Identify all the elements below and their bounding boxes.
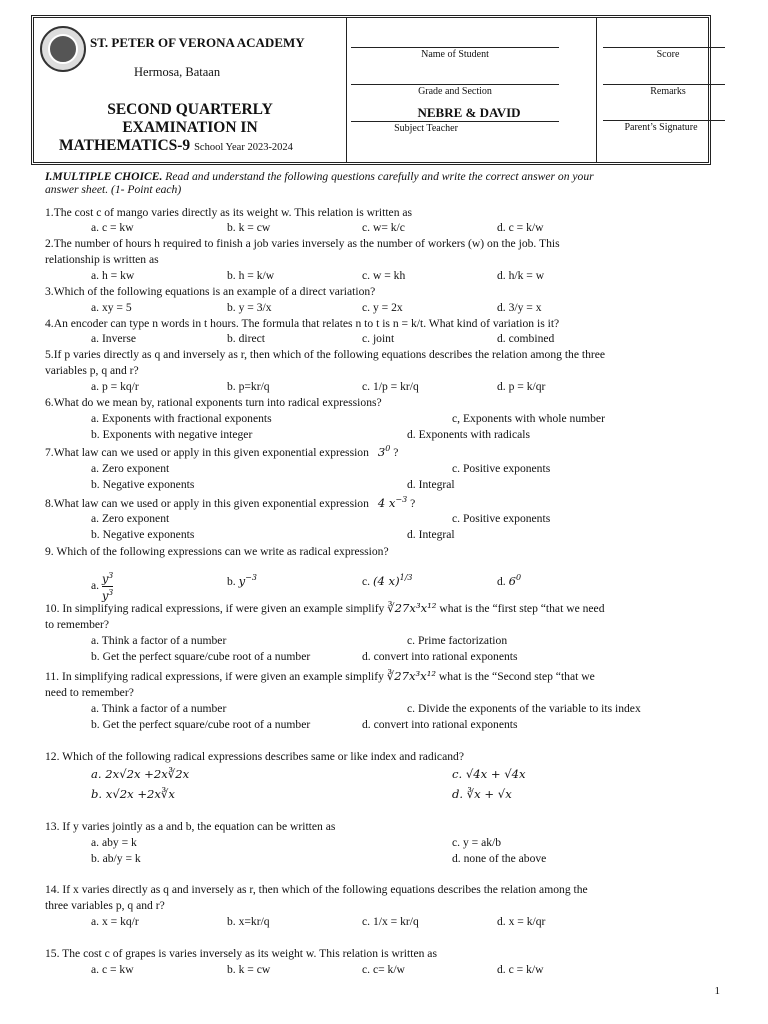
question-5: 5.If p varies directly as q and inversely as r, then which of the following equations describes the relation among the three [45,348,606,361]
choice-d: d. Exponents with radicals [407,428,530,441]
choice-a: a. Exponents with fractional exponents [91,412,272,425]
question-2: 2.The number of hours h required to finish a job varies inversely as the number of workers (w) on the job. This [45,237,560,250]
grade-label: Grade and Section [418,86,492,97]
choice-c: c. Prime factorization [407,634,508,647]
choice-b: b. ab/y = k [91,852,141,865]
choice-d: d. h/k = w [497,269,545,282]
choice-a: a. p = kq/r [91,380,139,393]
radical-expression: ∛27x³x¹² [387,601,437,615]
choice-d: d. p = k/qr [497,380,546,393]
exam-subject: MATHEMATICS-9 School Year 2023-2024 [59,137,293,154]
choice-d: d. x = k/qr [497,915,546,928]
question-11: 11. In simplifying radical expressions, if were given an example simplify ∛27x³x¹² what is the “Second step “that we [45,669,595,683]
choice-c: c. w = kh [362,269,406,282]
choice-a: a. xy = 5 [91,301,132,314]
choice-b: b. k = cw [227,221,271,234]
choice-a: a. Zero exponent [91,512,170,525]
expression: $3^0$ [377,444,391,459]
choice-b: b. Negative exponents [91,478,195,491]
teacher-name: NEBRE & DAVID [417,105,521,120]
question-1: 1.The cost c of mango varies directly as its weight w. This relation is written as [45,206,413,219]
choice-b: b. Get the perfect square/cube root of a number [91,650,311,663]
choice-a: a. h = kw [91,269,135,282]
score-label: Score [656,49,680,60]
choice-c: c. 1/x = kr/q [362,915,419,928]
choice-b: b. y = 3/x [227,301,272,314]
choice-b: b. p=kr/q [227,380,270,393]
radical-expression: ∛27x³x¹² [386,669,437,683]
choice-a: a. Zero exponent [91,462,170,475]
choice-a: a. Think a factor of a number [91,634,227,647]
question-14: 14. If x varies directly as q and inversely as r, then which of the following equations describes the relation among the [45,883,588,896]
choice-c: c. joint [362,332,395,345]
choice-a: a. 2x√2x +2x∛2x [91,767,190,781]
question-11-cont: need to remember? [45,686,134,699]
choice-c: c, Exponents with whole number [452,412,605,425]
instructions-title: I.MULTIPLE CHOICE. [45,170,163,183]
choice-c: c. (4 x)$^{1/3}$ [362,573,413,588]
choice-c: c. w= k/c [362,221,405,234]
question-12: 12. Which of the following radical expressions describes same or like index and radicand? [45,750,464,763]
choice-d: d. 3/y = x [497,301,542,314]
page-number: 1 [714,985,720,997]
choice-d: d. none of the above [452,852,547,865]
question-13: 13. If y varies jointly as a and b, the equation can be written as [45,820,336,833]
choice-b: b. Get the perfect square/cube root of a number [91,718,311,731]
choice-a: a. aby = k [91,836,137,849]
question-3: 3.Which of the following equations is an example of a direct variation? [45,285,376,298]
choice-a: a. c = kw [91,963,134,976]
choice-d: d. Integral [407,478,455,491]
question-15: 15. The cost c of grapes is varies inversely as its weight w. This relation is written as [45,947,437,960]
choice-c: c. y = 2x [362,301,403,314]
choice-d: d. convert into rational exponents [362,718,518,731]
question-2-cont: relationship is written as [45,253,159,266]
choice-a: a. Think a factor of a number [91,702,227,715]
choice-b: b. $y^{-3}$ [227,573,257,588]
choice-b: b. h = k/w [227,269,275,282]
choice-d: d. combined [497,332,555,345]
choice-c: c. √4x + √4x [452,767,526,781]
choice-c: c. Positive exponents [452,462,551,475]
choice-a: a. $\frac{y^3}{y^3}$ [91,571,114,603]
question-9: 9. Which of the following expressions can we write as radical expression? [45,545,389,558]
question-6: 6.What do we mean by, rational exponents turn into radical expressions? [45,396,382,409]
choice-b: b. x√2x +2x∛x [91,787,175,801]
instructions-line2: answer sheet. (1- Point each) [45,183,182,196]
teacher-label: Subject Teacher [394,123,458,134]
choice-c: c. Positive exponents [452,512,551,525]
choice-c: c. c= k/w [362,963,405,976]
choice-d: d. $6^0$ [497,573,522,588]
school-location: Hermosa, Bataan [134,65,221,79]
choice-b: b. Exponents with negative integer [91,428,253,441]
question-14-cont: three variables p, q and r? [45,899,165,912]
choice-a: a. Inverse [91,332,137,345]
fraction: $\frac{y^3}{y^3}$ [101,571,114,603]
choice-d: d. convert into rational exponents [362,650,518,663]
question-7: 7.What law can we used or apply in this given exponential expression $3^0$ ? [45,444,399,459]
question-10: 10. In simplifying radical expressions, if were given an example simplify ∛27x³x¹² what is the “first step “that we need [45,601,605,615]
choice-c: c. Divide the exponents of the variable to its index [407,702,641,715]
expression: 4 $x^{-3}$ [377,495,408,510]
question-5-cont: variables p, q and r? [45,364,139,377]
instructions: I.MULTIPLE CHOICE. Read and understand the following questions carefully and write the correct answer on your [45,170,594,183]
remarks-label: Remarks [650,86,686,97]
choice-a: a. c = kw [91,221,134,234]
choice-d: d. c = k/w [497,221,544,234]
exam-title: SECOND QUARTERLY EXAMINATION IN [107,101,273,136]
name-label: Name of Student [421,49,489,60]
school-name: ST. PETER OF VERONA ACADEMY [90,35,305,50]
choice-b: b. direct [227,332,265,345]
school-year: School Year 2023-2024 [194,142,293,153]
choice-c: c. 1/p = kr/q [362,380,419,393]
choice-b: b. x=kr/q [227,915,270,928]
question-10-cont: to remember? [45,618,110,631]
choice-c: c. y = ak/b [452,836,502,849]
choice-b: b. k = cw [227,963,271,976]
choice-a: a. x = kq/r [91,915,139,928]
parent-signature-label: Parent’s Signature [624,122,698,133]
choice-d: d. ∛x + √x [452,787,512,801]
choice-b: b. Negative exponents [91,528,195,541]
choice-d: d. c = k/w [497,963,544,976]
question-8: 8.What law can we used or apply in this given exponential expression 4 $x^{-3}$ ? [45,495,416,510]
question-4: 4.An encoder can type n words in t hours. The formula that relates n to t is n = k/t. What kind of variation is it? [45,317,560,330]
choice-d: d. Integral [407,528,455,541]
